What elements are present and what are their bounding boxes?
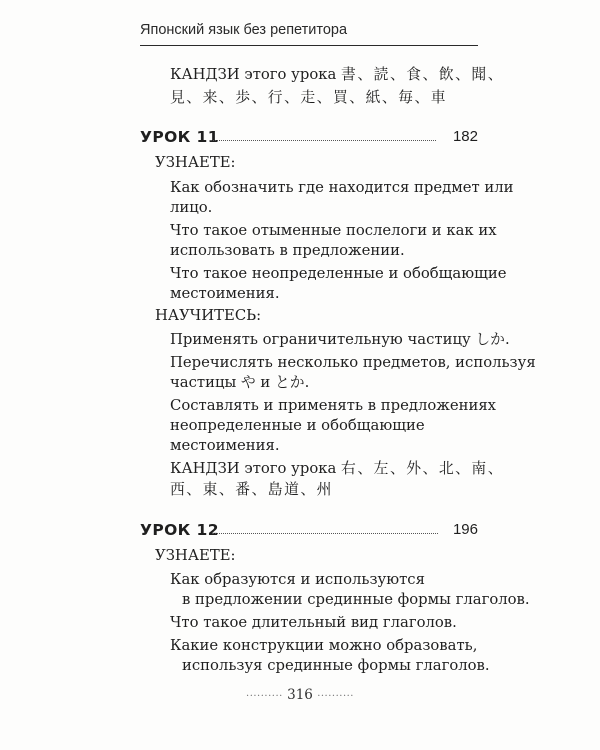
lesson-11-skill-2-line-2: частицы や и とか. [170,374,310,391]
top-kanji-chars-1: 書、読、食、飲、聞、 [341,66,505,83]
lesson-12-learn-3-line-2: используя срединные формы глаголов. [182,657,490,674]
lesson-11-skill-3-line-1: Составлять и применять в предложениях [170,397,497,414]
lesson-11-kanji-chars-2: 西、東、番、島道、州 [170,481,333,498]
page-number: 316 [287,687,313,703]
lesson-11-learn-heading: УЗНАЕТЕ: [155,154,236,171]
lesson-12-title: УРОК 12 [140,521,219,539]
lesson-12-page: 196 [452,521,478,538]
lesson-11-skill-2-line-1: Перечислять несколько предметов, используя [170,354,536,371]
lesson-11-kanji-chars-1: 右、左、外、北、南、 [341,460,505,477]
lesson-11-learn-1-line-2: лицо. [170,199,213,216]
lesson-12-learn-1-line-2: в предложении срединные формы глаголов. [182,591,530,608]
page-folio [0,687,600,703]
lesson-12-heading[interactable] [140,520,478,540]
header-rule [140,45,478,46]
top-kanji-label: КАНДЗИ этого урока [170,66,337,83]
lesson-12-leader-dots [212,533,438,534]
lesson-11-learn-3-line-1: Что такое неопределенные и обобщающие [170,265,507,282]
lesson-11-learn-2-line-2: использовать в предложении. [170,242,405,259]
lesson-11-skill-3-line-3: местоимения. [170,437,280,454]
lesson-11-learn-2-line-1: Что такое отыменные послелоги и как их [170,222,497,239]
folio-dots-right: ·········· [317,691,354,702]
lesson-11-heading[interactable] [140,127,478,147]
lesson-12-learn-1-line-1: Как образуются и используются [170,571,425,588]
lesson-11-learn-1-line-1: Как обозначить где находится предмет или [170,179,514,196]
lesson-12-learn-2-line-1: Что такое длительный вид глаголов. [170,614,457,631]
top-kanji-chars-2: 見、来、歩、行、走、買、紙、毎、車 [170,89,448,106]
top-kanji-line-1 [170,65,504,85]
lesson-11-page: 182 [452,128,478,145]
lesson-11-leader-dots [210,140,436,141]
lesson-12-learn-heading: УЗНАЕТЕ: [155,547,236,564]
running-head: Японский язык без репетитора [140,22,348,38]
lesson-11-kanji-label: КАНДЗИ этого урока [170,460,337,477]
lesson-11-learn-3-line-2: местоимения. [170,285,280,302]
folio-dots-left: ·········· [246,691,283,702]
lesson-11-skills-heading: НАУЧИТЕСЬ: [155,307,262,324]
lesson-11-skill-1-line-1: Применять ограничительную частицу しか. [170,331,510,348]
lesson-11-skill-3-line-2: неопределенные и обобщающие [170,417,425,434]
lesson-12-learn-3-line-1: Какие конструкции можно образовать, [170,637,478,654]
lesson-11-title: УРОК 11 [140,128,219,146]
lesson-11-kanji-line-1 [170,459,504,479]
